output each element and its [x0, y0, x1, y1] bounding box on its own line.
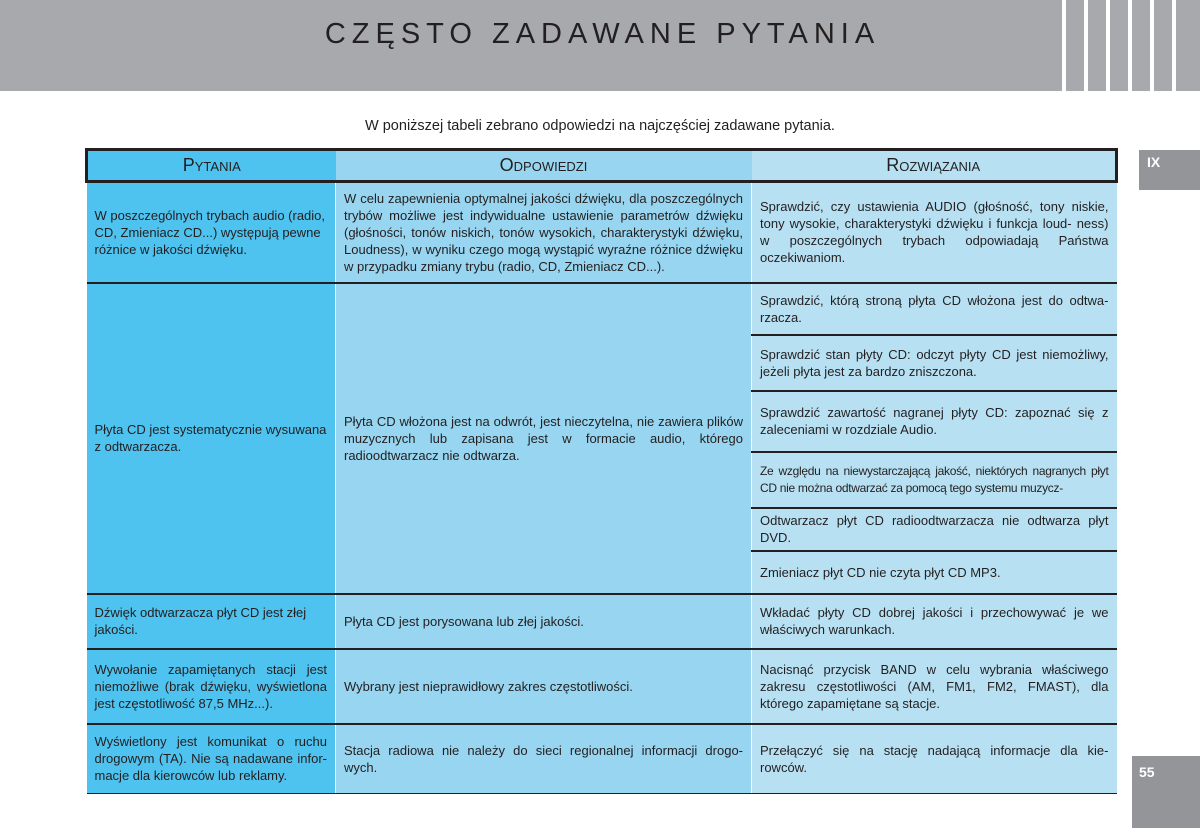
- question-cell: Wyświetlony jest komunikat o ruchu drogowym (TA). Nie są nadawane infor- macje dla kierowców lub reklamy.: [87, 724, 336, 794]
- answer-cell: Wybrany jest nieprawidłowy zakres częstotliwości.: [336, 649, 752, 724]
- question-cell: Dźwięk odtwarzacza płyt CD jest złej jakości.: [87, 594, 336, 649]
- answer-cell: W celu zapewnienia optymalnej jakości dźwięku, dla poszczególnych trybów możliwe jest indywidualne ustawienie parametrów dźwięku (głośności, tonów niskich, tonów wysokich, charakterystyki dźwięku, Loudness), w wyniku czego mogą wystąpić wyraźne różnice dźwięku w przypadku zmiany trybu (radio, CD, Zmieniacz CD...).: [336, 182, 752, 283]
- column-header-solutions: Rozwiązania: [752, 150, 1117, 182]
- solution-cell: Wkładać płyty CD dobrej jakości i przechowywać je we właściwych warunkach.: [752, 594, 1117, 649]
- table-row: [87, 724, 1117, 794]
- table-header-row: [87, 150, 1117, 182]
- answer-cell: Płyta CD jest porysowana lub złej jakości.: [336, 594, 752, 649]
- answer-cell: Stacja radiowa nie należy do sieci regionalnej informacji drogo- wych.: [336, 724, 752, 794]
- solution-cell: Nacisnąć przycisk BAND w celu wybrania właściwego zakresu częstotliwości (AM, FM1, FM2, FMAST), dla którego zapamiętane są stacje.: [752, 649, 1117, 724]
- solution-cell: Przełączyć się na stację nadającą informacje dla kie- rowców.: [752, 724, 1117, 794]
- solution-cell: Zmieniacz płyt CD nie czyta płyt CD MP3.: [752, 551, 1117, 594]
- table-row: [87, 182, 1117, 283]
- solution-cell: Sprawdzić, którą stroną płyta CD włożona jest do odtwa- rzacza.: [752, 283, 1117, 335]
- question-cell: Płyta CD jest systematycznie wysuwana z odtwarzacza.: [87, 283, 336, 594]
- table-row: [87, 283, 1117, 335]
- column-header-answers: Odpowiedzi: [336, 150, 752, 182]
- intro-text: W poniższej tabeli zebrano odpowiedzi na najczęściej zadawane pytania.: [365, 118, 835, 134]
- page-title: CZĘSTO ZADAWANE PYTANIA: [324, 18, 881, 50]
- table-row: [87, 649, 1117, 724]
- solution-cell: Odtwarzacz płyt CD radioodtwarzacza nie odtwarza płyt DVD.: [752, 508, 1117, 551]
- answer-cell: Płyta CD włożona jest na odwrót, jest nieczytelna, nie zawiera plików muzycznych lub zapisana jest w formacie audio, którego radioodtwarzacz nie odtwarza.: [336, 283, 752, 594]
- solution-cell: Sprawdzić, czy ustawienia AUDIO (głośność, tony niskie, tony wysokie, charakterystyki dźwięku i funkcja loud- ness) w poszczególnych trybach odpowiadają Państwa oczekiwaniom.: [752, 182, 1117, 283]
- table-row: [87, 594, 1117, 649]
- question-cell: Wywołanie zapamiętanych stacji jest niemożliwe (brak dźwięku, wyświetlona jest częstotliwość 87,5 MHz...).: [87, 649, 336, 724]
- solution-cell: Sprawdzić stan płyty CD: odczyt płyty CD jest niemożliwy, jeżeli płyta jest za bardzo zniszczona.: [752, 335, 1117, 391]
- solution-cell: Ze względu na niewystarczającą jakość, niektórych nagranych płyt CD nie można odtwarzać za pomocą tego systemu muzycz-: [752, 452, 1117, 508]
- header-banner: [0, 0, 1200, 91]
- page-number: 55: [1132, 756, 1200, 828]
- decorative-stripes: [1040, 0, 1200, 91]
- faq-table: [85, 148, 1118, 794]
- question-cell: W poszczególnych trybach audio (radio, CD, Zmieniacz CD...) występują pewne różnice w jakości dźwięku.: [87, 182, 336, 283]
- chapter-tab: IX: [1139, 150, 1200, 190]
- solution-cell: Sprawdzić zawartość nagranej płyty CD: zapoznać się z zaleceniami w rozdziale Audio.: [752, 391, 1117, 452]
- column-header-questions: Pytania: [87, 150, 336, 182]
